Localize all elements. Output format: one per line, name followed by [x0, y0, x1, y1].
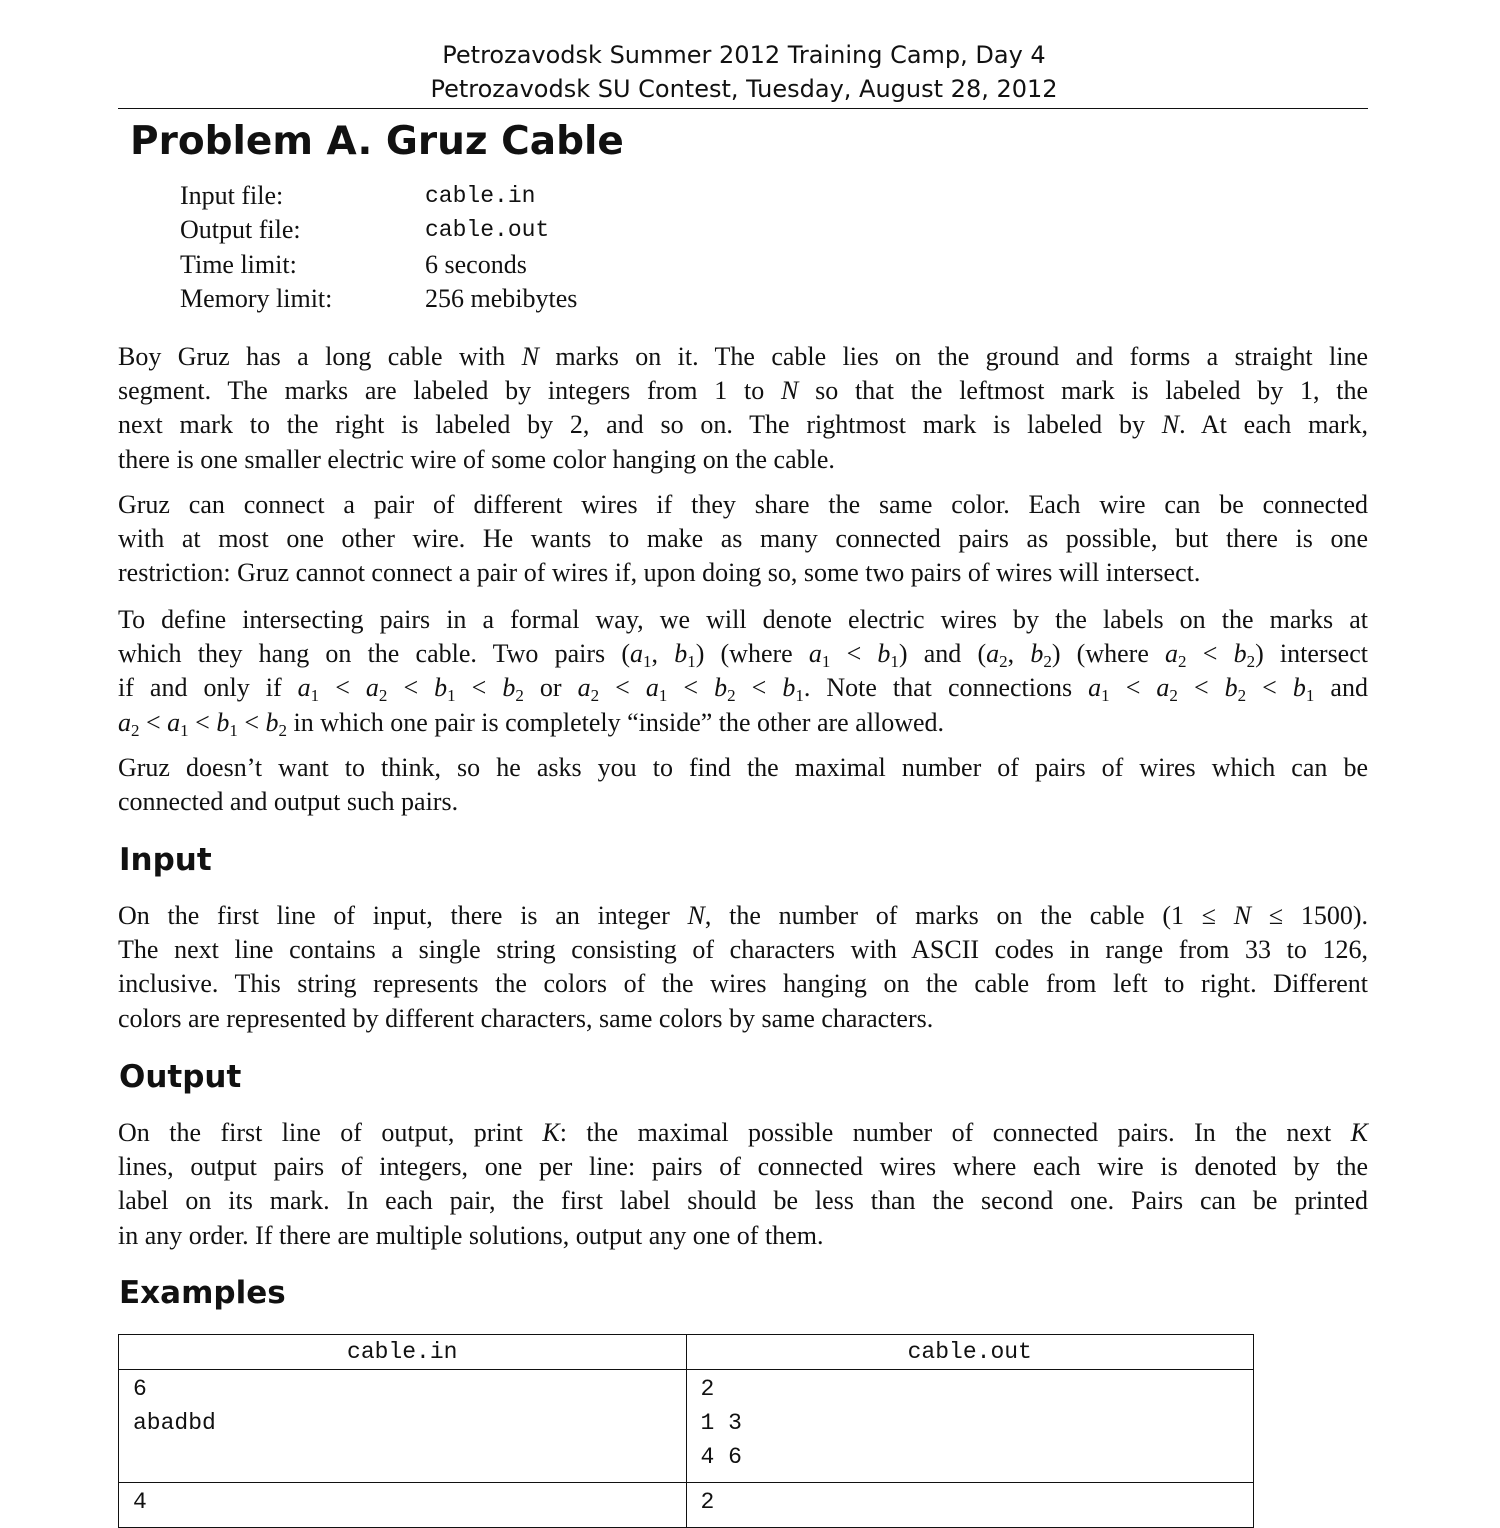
variable-name: N — [687, 901, 705, 930]
math-variable — [1030, 639, 1052, 672]
math-variable — [877, 639, 899, 672]
variable-subscript: 1 — [795, 686, 804, 706]
example-line: 6 — [133, 1376, 147, 1402]
text-run: segment. The marks are labeled by integers from 1 to — [118, 376, 781, 406]
text-line — [118, 967, 1368, 1001]
example-row — [119, 1370, 1254, 1483]
text-line — [118, 1150, 1368, 1184]
text-run: To define intersecting pairs in a formal way, we will denote electric wires by the labels on the marks at — [118, 605, 1368, 634]
info-label: Time limit: — [180, 249, 297, 279]
variable-subscript: 2 — [378, 686, 388, 706]
text-run: lines, output pairs of integers, one per line: pairs of connected wires where each wire is denoted by the — [118, 1152, 1368, 1182]
statement-paragraph-4 — [118, 751, 1368, 819]
variable-subscript: 2 — [1178, 652, 1187, 672]
text-run: , — [1007, 639, 1031, 669]
variable-subscript: 1 — [658, 686, 668, 706]
output-heading: Output — [119, 1059, 242, 1095]
variable-subscript: 2 — [999, 652, 1008, 672]
variable-name: b — [265, 707, 279, 737]
variable-name: a — [118, 707, 131, 737]
text-run: < — [599, 673, 646, 703]
text-run: < — [1177, 673, 1225, 703]
text-run: < — [188, 707, 217, 737]
text-line — [118, 522, 1368, 556]
variable-name: b — [714, 673, 728, 703]
text-run: connected and output such pairs. — [118, 787, 459, 817]
variable-name: b — [782, 673, 796, 703]
variable-subscript: 1 — [180, 720, 189, 740]
math-variable — [782, 673, 804, 706]
text-run: . Note that connections — [803, 673, 1089, 703]
column-header-output: cable.out — [686, 1335, 1254, 1370]
variable-name: N — [781, 376, 799, 406]
problem-title: Problem A. Gruz Cable — [130, 119, 624, 164]
variable-name: a — [808, 639, 822, 669]
variable-name: b — [1233, 639, 1247, 669]
variable-name: b — [216, 707, 230, 737]
text-run: Boy Gruz has a long cable with — [118, 342, 522, 371]
variable-name: a — [645, 673, 659, 703]
variable-name: a — [1088, 673, 1102, 703]
example-line: 2 — [700, 1489, 715, 1515]
text-line — [118, 1116, 1368, 1150]
text-run: restriction: Gruz cannot connect a pair of wires if, upon doing so, some two pairs of wires will intersect. — [118, 558, 1201, 588]
input-heading: Input — [119, 842, 212, 878]
math-variable — [688, 901, 705, 930]
text-run: < — [735, 673, 783, 703]
text-run: Gruz can connect a pair of different wires if they share the same color. Each wire can be connected — [118, 490, 1368, 519]
text-run: ) intersect — [1255, 639, 1368, 669]
text-line — [118, 1184, 1368, 1218]
text-run: < — [830, 639, 878, 669]
text-run: so that the leftmost mark is labeled by 1, the — [798, 376, 1368, 406]
text-run: label on its mark. In each pair, the first label should be less than the second one. Pairs can be printed — [118, 1186, 1368, 1216]
text-line — [118, 340, 1368, 374]
text-run: marks on it. The cable lies on the ground and forms a straight line — [538, 342, 1368, 371]
text-run: ) (where — [1051, 639, 1166, 669]
text-line — [118, 671, 1368, 705]
variable-subscript: 2 — [1043, 652, 1052, 672]
variable-name: N — [1161, 410, 1180, 440]
text-run: , the number of marks on the cable (1 ≤ — [704, 901, 1234, 930]
example-line: 4 — [133, 1489, 147, 1515]
math-variable — [714, 673, 736, 706]
text-line — [118, 706, 1368, 740]
math-variable — [1233, 639, 1256, 672]
example-line: 1 3 — [700, 1410, 742, 1436]
text-line — [118, 603, 1368, 637]
text-run: < — [139, 707, 168, 737]
contest-title: Petrozavodsk Summer 2012 Training Camp, Day 4 — [442, 41, 1046, 69]
math-variable — [986, 639, 1008, 672]
variable-name: a — [1156, 673, 1170, 703]
text-run: in any order. If there are multiple solutions, output any one of them. — [118, 1220, 824, 1250]
variable-name: b — [1030, 639, 1044, 669]
math-variable — [216, 707, 238, 740]
math-variable — [434, 673, 456, 706]
math-variable — [167, 707, 189, 740]
math-variable — [265, 707, 288, 740]
variable-subscript: 2 — [131, 720, 140, 740]
math-variable — [674, 639, 696, 672]
input-paragraph — [118, 899, 1368, 1036]
example-input — [119, 1370, 687, 1483]
text-run: ) (where — [695, 639, 809, 669]
output-paragraph — [118, 1116, 1368, 1253]
math-variable — [1156, 673, 1178, 706]
text-run: colors are represented by different characters, same colors by same characters. — [118, 1003, 934, 1033]
variable-subscript: 1 — [447, 686, 456, 706]
math-variable — [808, 639, 831, 672]
variable-subscript: 1 — [890, 652, 899, 672]
text-line — [118, 408, 1368, 442]
examples-table — [118, 1334, 1254, 1528]
info-label: Input file: — [180, 181, 284, 210]
statement-paragraph-3 — [118, 603, 1368, 740]
math-variable — [1351, 1118, 1368, 1147]
text-run: ≤ 1500). — [1251, 901, 1369, 930]
info-value: cable.out — [425, 217, 550, 244]
variable-name: K — [1350, 1118, 1369, 1147]
text-run: inclusive. This string represents the colors of the wires hanging on the cable from left to right. Different — [118, 969, 1368, 999]
text-line — [118, 899, 1368, 933]
example-line: 2 — [700, 1376, 715, 1402]
math-variable — [645, 673, 668, 706]
variable-name: b — [877, 639, 891, 669]
math-variable — [1292, 673, 1315, 706]
statement-paragraph-1 — [118, 340, 1368, 477]
text-run: with at most one other wire. He wants to make as many connected pairs as possible, but there is one — [118, 524, 1368, 554]
example-line: abadbd — [133, 1410, 216, 1436]
math-variable — [522, 342, 539, 371]
variable-subscript: 2 — [1237, 686, 1247, 706]
statement-paragraph-2 — [118, 488, 1368, 591]
text-run: < — [667, 673, 715, 703]
info-value: 6 seconds — [425, 249, 527, 279]
math-variable — [297, 673, 320, 706]
example-line: 4 6 — [700, 1444, 742, 1470]
text-run: . At each mark, — [1179, 410, 1368, 440]
column-header-input: cable.in — [119, 1335, 687, 1370]
text-line — [118, 1219, 1368, 1253]
text-run: there is one smaller electric wire of some color hanging on the cable. — [118, 444, 835, 474]
text-line — [118, 751, 1368, 785]
math-variable — [542, 1118, 559, 1147]
math-variable — [502, 673, 524, 706]
text-run: < — [455, 673, 503, 703]
text-run: < — [1186, 639, 1234, 669]
variable-subscript: 1 — [687, 652, 696, 672]
text-run: : the maximal possible number of connected pairs. In the next — [559, 1118, 1351, 1147]
variable-name: b — [502, 673, 516, 703]
text-run: or — [523, 673, 578, 703]
math-variable — [577, 673, 600, 706]
variable-subscript: 1 — [1305, 686, 1315, 706]
example-row — [119, 1483, 1254, 1528]
variable-name: N — [521, 342, 539, 371]
variable-subscript: 1 — [643, 652, 652, 672]
variable-subscript: 2 — [1246, 652, 1256, 672]
variable-name: a — [167, 707, 181, 737]
variable-name: b — [1224, 673, 1238, 703]
info-label: Output file: — [180, 215, 301, 245]
math-variable — [1088, 673, 1110, 706]
variable-name: a — [365, 673, 379, 703]
info-label: Memory limit: — [180, 283, 333, 313]
text-line — [118, 556, 1368, 590]
text-run: The next line contains a single string consisting of characters with ASCII codes in range from 33 to 126, — [118, 935, 1368, 965]
example-output — [686, 1483, 1254, 1528]
variable-name: K — [542, 1118, 560, 1147]
math-variable — [1234, 901, 1251, 930]
example-input — [119, 1483, 687, 1528]
math-variable — [1165, 639, 1187, 672]
variable-subscript: 1 — [310, 686, 320, 706]
variable-name: a — [986, 639, 1000, 669]
math-variable — [781, 376, 798, 405]
text-line — [118, 443, 1368, 477]
variable-name: a — [297, 673, 311, 703]
variable-subscript: 2 — [515, 686, 524, 706]
text-run: < — [1246, 673, 1293, 703]
variable-subscript: 2 — [278, 720, 288, 740]
math-variable — [365, 673, 388, 706]
math-variable — [118, 707, 140, 740]
info-value: cable.in — [425, 183, 536, 209]
math-variable — [1224, 673, 1247, 706]
text-run: Gruz doesn’t want to think, so he asks you to find the maximal number of pairs of wires which can be — [118, 753, 1368, 782]
header-rule — [118, 108, 1368, 109]
text-line — [118, 374, 1368, 408]
variable-subscript: 1 — [229, 720, 238, 740]
math-variable — [1162, 410, 1179, 439]
variable-name: a — [577, 673, 591, 703]
text-run: < — [237, 707, 266, 737]
text-run: next mark to the right is labeled by 2, and so on. The rightmost mark is labeled by — [118, 410, 1162, 440]
variable-subscript: 2 — [1169, 686, 1178, 706]
text-run: < — [387, 673, 435, 703]
text-run: On the first line of input, there is an integer — [118, 901, 688, 930]
contest-subtitle: Petrozavodsk SU Contest, Tuesday, August 28, 2012 — [430, 75, 1058, 103]
info-value: 256 mebibytes — [425, 283, 578, 313]
variable-subscript: 1 — [1101, 686, 1110, 706]
variable-name: b — [1292, 673, 1306, 703]
text-run: and — [1314, 673, 1368, 703]
text-run: , — [651, 639, 675, 669]
variable-subscript: 2 — [590, 686, 600, 706]
variable-subscript: 1 — [821, 652, 831, 672]
text-run: if and only if — [118, 673, 298, 703]
variable-name: b — [674, 639, 688, 669]
math-variable — [630, 639, 652, 672]
variable-name: a — [1165, 639, 1179, 669]
text-line — [118, 933, 1368, 967]
variable-name: b — [434, 673, 448, 703]
variable-name: a — [630, 639, 643, 669]
text-run: < — [1109, 673, 1157, 703]
example-output — [686, 1370, 1254, 1483]
text-line — [118, 488, 1368, 522]
text-run: On the first line of output, print — [118, 1118, 543, 1147]
examples-heading: Examples — [119, 1275, 286, 1311]
text-line — [118, 1002, 1368, 1036]
text-run: in which one pair is completely “inside” the other are allowed. — [287, 707, 945, 737]
text-line — [118, 785, 1368, 819]
text-run: < — [319, 673, 366, 703]
variable-subscript: 2 — [727, 686, 736, 706]
text-line — [118, 637, 1368, 671]
variable-name: N — [1233, 901, 1252, 930]
text-run: ) and ( — [898, 639, 987, 669]
text-run: which they hang on the cable. Two pairs ( — [118, 639, 630, 669]
